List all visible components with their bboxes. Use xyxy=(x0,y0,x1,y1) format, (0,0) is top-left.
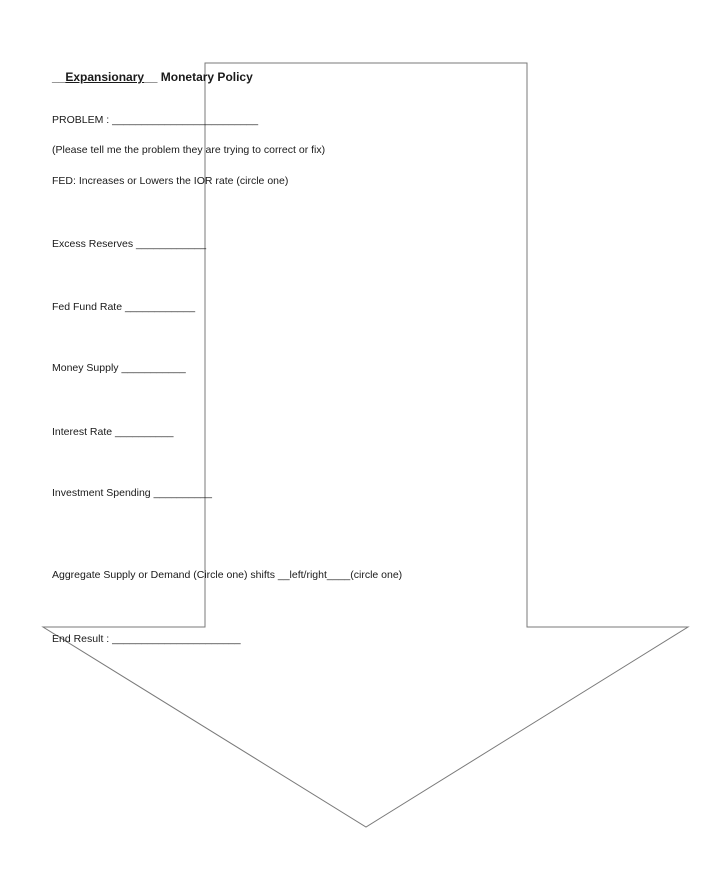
problem-line: PROBLEM : _________________________ xyxy=(52,114,259,126)
problem-hint: (Please tell me the problem they are trying to correct or fix) xyxy=(52,144,326,156)
money-supply-line: Money Supply ___________ xyxy=(52,362,186,374)
page-title: __Expansionary__ Monetary Policy xyxy=(52,70,253,84)
fed-line: FED: Increases or Lowers the IOR rate (circle one) xyxy=(52,175,289,187)
interest-rate-line: Interest Rate __________ xyxy=(52,426,174,438)
fed-fund-rate-line: Fed Fund Rate ____________ xyxy=(52,301,196,313)
aggregate-line: Aggregate Supply or Demand (Circle one) shifts __left/right____(circle one) xyxy=(52,569,403,581)
end-result-line: End Result : ______________________ xyxy=(52,633,241,645)
investment-spending-line: Investment Spending __________ xyxy=(52,487,212,499)
policy-type: Expansionary xyxy=(65,70,145,84)
excess-reserves-line: Excess Reserves ____________ xyxy=(52,238,207,250)
